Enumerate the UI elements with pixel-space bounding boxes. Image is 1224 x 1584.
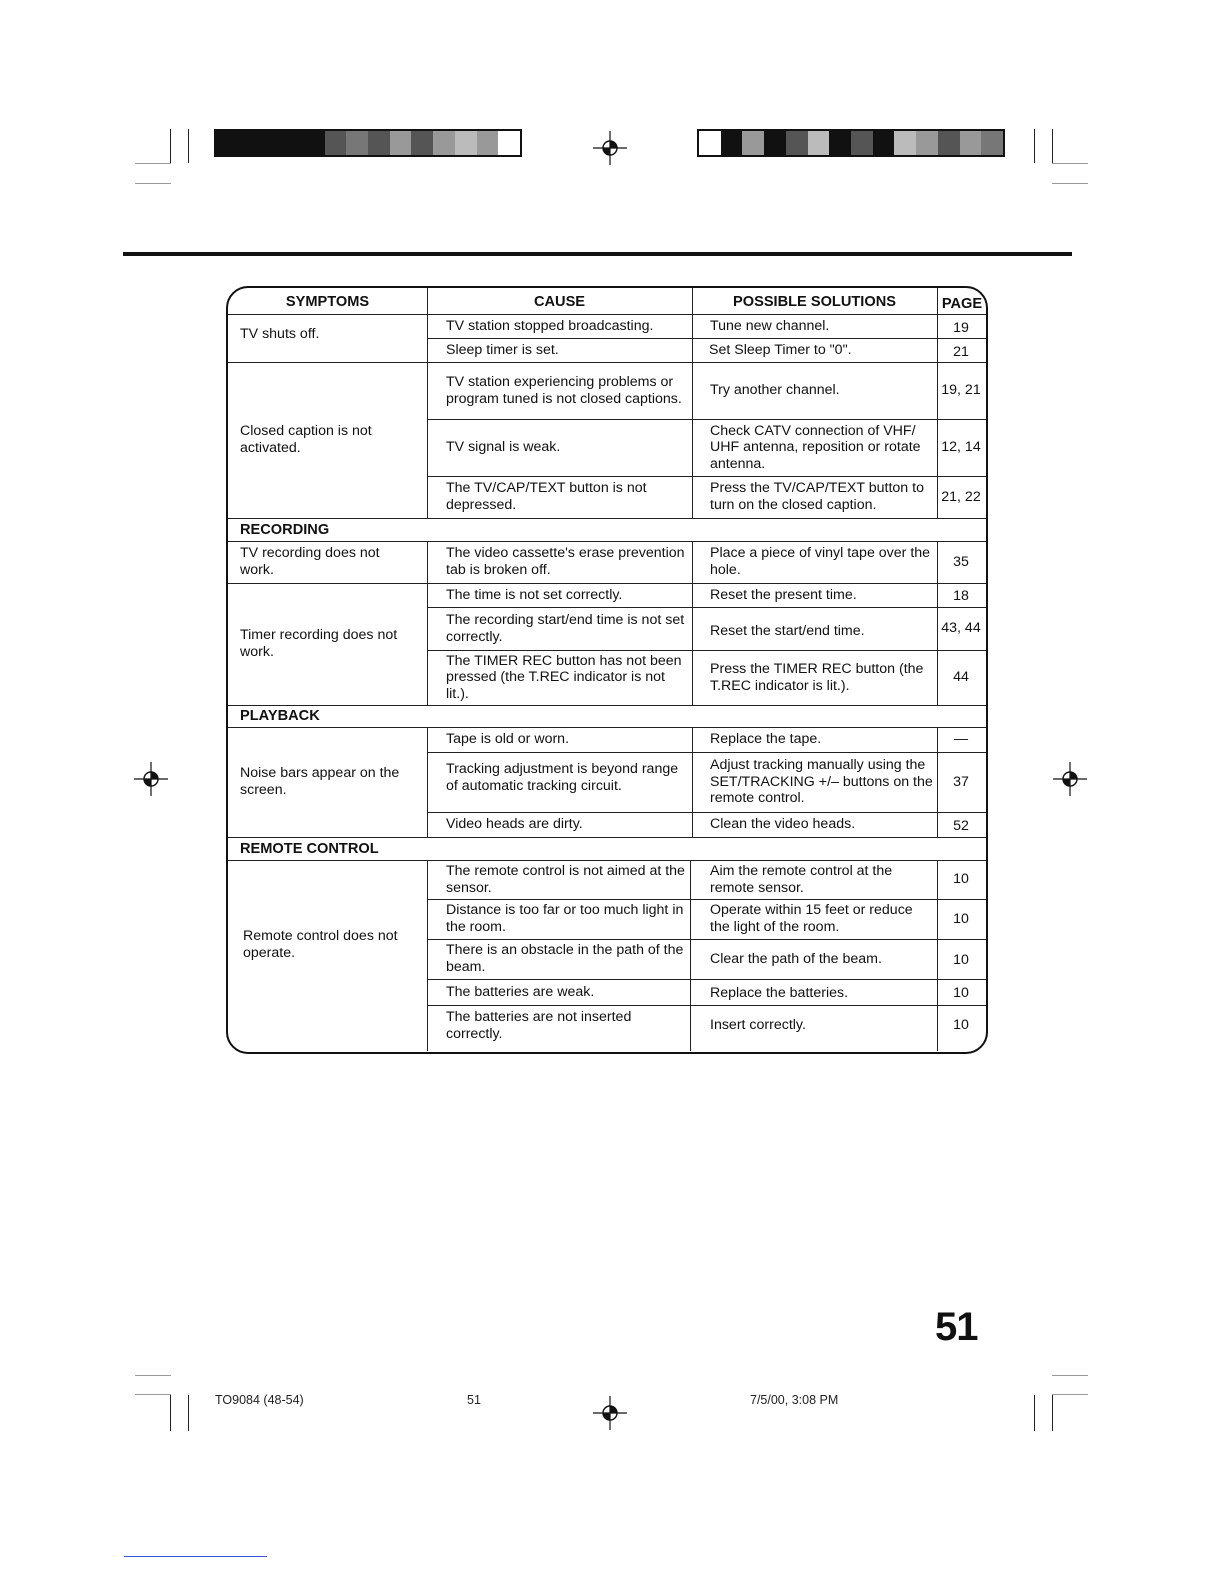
table-row-page: 44 [953,669,969,686]
header-rule [123,252,1072,256]
symptom-noise-bars: Noise bars appear on the screen. [240,765,400,798]
table-row-cause: TV signal is weak. [446,439,561,456]
table-row-solution: Press the TIMER REC button (the T.REC indicator is lit.). [710,660,924,694]
symptom-remote-control: Remote control does not operate. [243,928,398,961]
table-row-cause: The TV/CAP/TEXT button is not depressed. [446,480,647,513]
table-row-solution: Tune new channel. [710,317,830,334]
table-row-page: — [953,731,969,748]
table-row-cause: The recording start/end time is not set correctly. [446,611,685,645]
table-row-cause: The time is not set correctly. [446,586,623,603]
table-row-cause: Distance is too far or too much light in the room. [446,902,684,935]
table-row-cause: The batteries are not inserted correctly. [446,1009,632,1042]
table-row-page: 21, 22 [941,488,981,505]
table-row-page: 35 [953,553,969,570]
table-row-solution: Replace the tape. [710,731,822,748]
table-row-solution: Reset the present time. [710,586,857,603]
table-row-page: 18 [953,587,969,604]
footer-page: 51 [467,1393,481,1407]
table-row-solution: Place a piece of vinyl tape over the hole. [710,545,931,578]
table-row-solution: Insert correctly. [710,1016,806,1033]
table-row-cause: The video cassette's erase prevention tab is broken off. [446,545,685,578]
table-row-page: 43, 44 [941,620,981,637]
table-row-solution: Reset the start/end time. [710,623,865,640]
section-remote-control: REMOTE CONTROL [240,840,379,857]
table-row-page: 10 [953,871,969,888]
table-row-cause: Tracking adjustment is beyond range of automatic tracking circuit. [446,761,679,794]
page-number: 51 [935,1305,978,1349]
table-row-page: 10 [953,1016,969,1033]
section-recording: RECORDING [240,521,330,538]
table-row-page: 52 [953,818,969,835]
table-row-cause: There is an obstacle in the path of the beam. [446,942,684,975]
table-row-cause: The batteries are weak. [446,983,595,1000]
color-bar-left [214,129,522,157]
table-row-cause: Video heads are dirty. [446,816,583,833]
link-underline [124,1556,267,1557]
section-playback: PLAYBACK [240,707,320,724]
header-symptoms: SYMPTOMS [285,293,370,310]
header-cause: CAUSE [533,293,586,310]
table-row-cause: The remote control is not aimed at the sensor. [446,862,685,896]
table-row-solution: Adjust tracking manually using the SET/TRACKING +/– buttons on the remote control. [710,757,933,807]
symptom-tv-shuts-off: TV shuts off. [240,325,320,342]
footer-datetime: 7/5/00, 3:08 PM [750,1393,839,1407]
table-row-cause: Sleep timer is set. [446,341,559,358]
table-row-page: 19 [953,319,969,336]
footer-file: TO9084 (48-54) [215,1393,304,1407]
table-row-page: 10 [953,951,969,968]
table-row-page: 21 [953,343,969,360]
table-row-solution: Try another channel. [710,382,840,399]
table-row-solution: Replace the batteries. [710,984,849,1001]
table-row-page: 19, 21 [941,382,981,399]
header-solutions: POSSIBLE SOLUTIONS [733,293,896,310]
table-row-cause: TV station experiencing problems or program tuned is not closed captions. [446,373,682,407]
registration-mark-right [1053,762,1087,796]
table-row-solution: Aim the remote control at the remote sensor. [710,862,893,896]
table-row-cause: Tape is old or worn. [446,731,570,748]
symptom-timer-recording: Timer recording does not work. [240,627,398,660]
table-row-solution: Clear the path of the beam. [710,950,882,967]
table-row-solution: Operate within 15 feet or reduce the light of the room. [710,902,913,935]
table-row-cause: TV station stopped broadcasting. [446,317,654,334]
registration-mark-left [134,762,168,796]
table-row-solution: Clean the video heads. [710,816,856,833]
divider-symptoms [427,288,428,518]
table-row-solution: Check CATV connection of VHF/ UHF antenna, reposition or rotate antenna. [710,422,921,472]
table-row-page: 37 [953,773,969,790]
registration-mark-bottom [593,1396,627,1430]
symptom-tv-recording: TV recording does not work. [240,545,380,578]
divider-cause [692,288,693,518]
header-page: PAGE [941,295,983,312]
registration-mark-top [593,131,627,165]
symptom-closed-caption: Closed caption is not activated. [240,423,372,456]
table-row-solution: Set Sleep Timer to "0". [709,341,852,358]
table-row-cause: The TIMER REC button has not been pressed (the T.REC indicator is not lit.). [446,652,682,702]
table-row-page: 10 [953,910,969,927]
color-bar-right [697,129,1005,157]
table-row-solution: Press the TV/CAP/TEXT button to turn on the closed caption. [710,480,924,513]
table-row-page: 12, 14 [941,439,981,456]
table-row-page: 10 [953,984,969,1001]
